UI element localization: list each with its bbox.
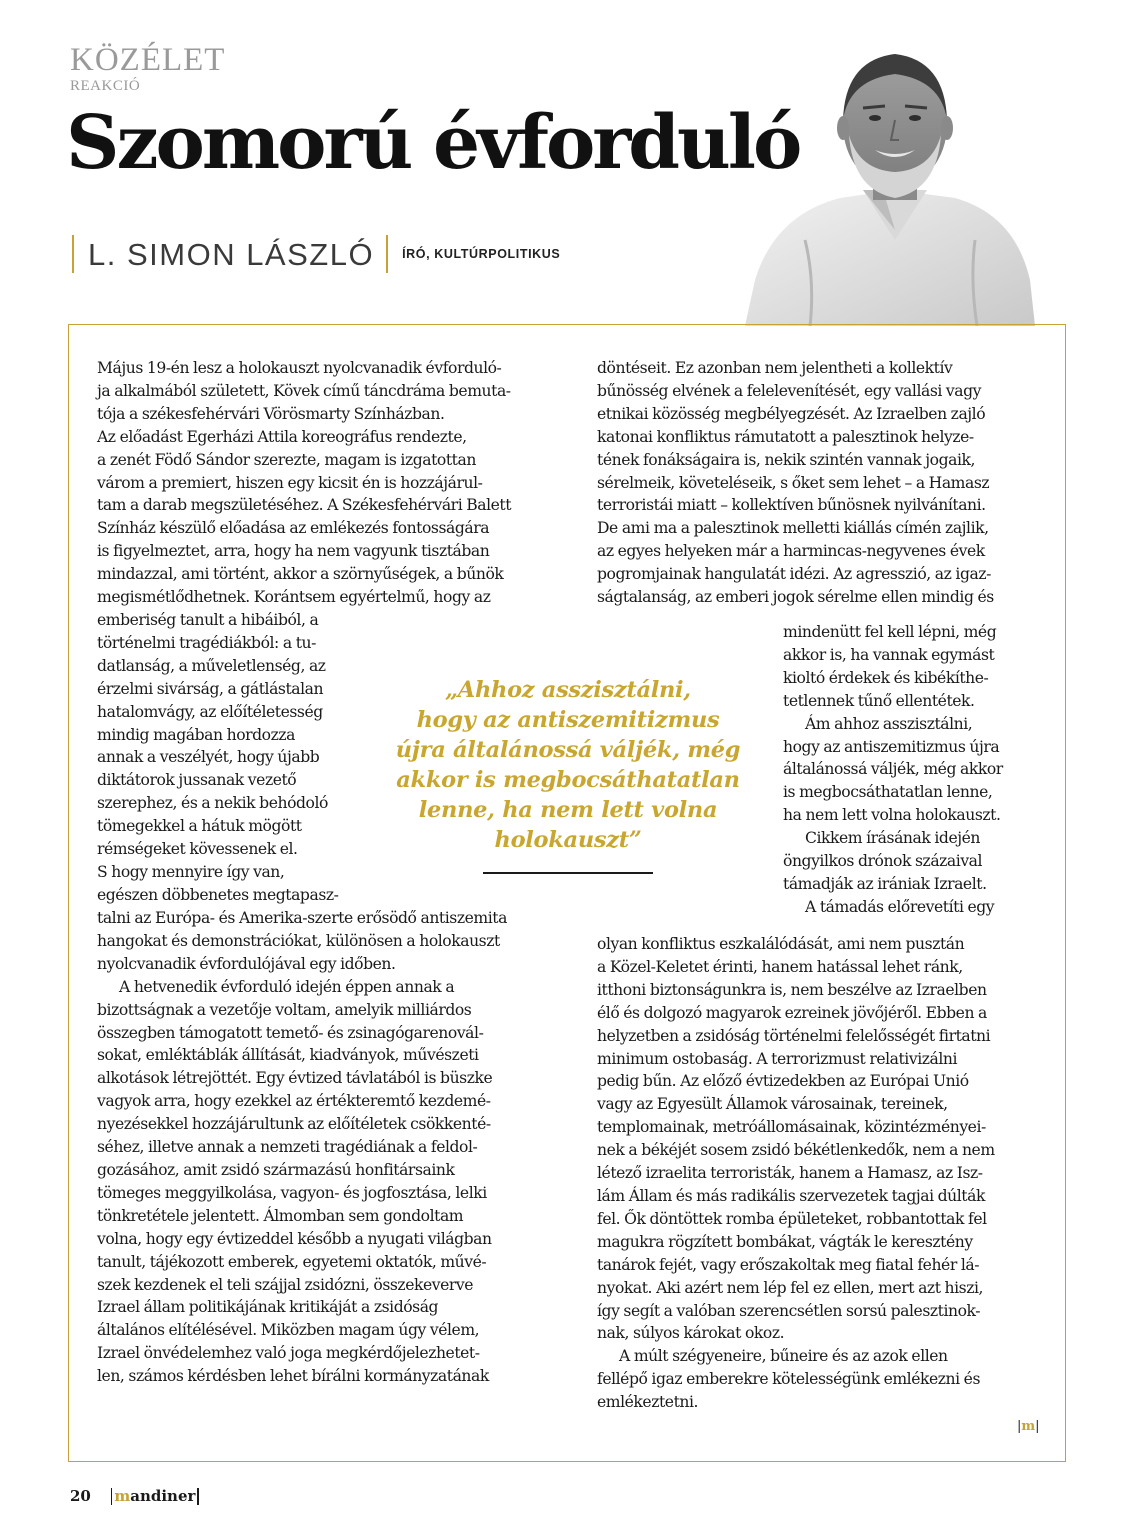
byline-bar-left xyxy=(72,235,74,273)
text-line: pogromjainak hangulatát idézi. Az agresszió, az igaz- xyxy=(597,565,991,584)
text-line: Az előadást Egerházi Attila koreográfus rendezte, xyxy=(97,427,467,446)
text-line: Színház készülő előadása az emlékezés fontosságára xyxy=(97,519,490,538)
text-line: A támadás előrevetíti egy xyxy=(805,897,995,916)
text-line: várom a premiert, hiszen egy kicsit én is hozzájárul- xyxy=(97,473,483,492)
text-line: fellépő igaz emberekre kötelességünk emlékezni és xyxy=(597,1370,981,1389)
text-line: datlanság, a műveletlenség, az xyxy=(97,656,326,675)
text-line: tam a darab megszületéséhez. A Székesfehérvári Balett xyxy=(97,496,512,515)
text-line: általános elítélésével. Miközben magam úgy vélem, xyxy=(97,1321,480,1340)
text-line: mindazzal, ami történt, akkor a szörnyűségek, a bűnök xyxy=(97,565,504,584)
page-number: 20 xyxy=(70,1487,91,1505)
byline xyxy=(72,234,560,274)
text-line: vagyok arra, hogy ezekkel az értékteremtő kezdemé- xyxy=(97,1092,491,1111)
pull-quote-line: holokauszt” xyxy=(494,827,642,853)
pull-quote-line: újra általánossá váljék, még xyxy=(395,737,741,763)
text-line: talni az Európa- és Amerika-szerte erősödő antiszemita xyxy=(97,909,507,927)
text-line: diktátorok jussanak vezető xyxy=(97,771,297,790)
text-line: tanárok fejét, vagy erőszakoltak meg fiatal fehér lá- xyxy=(597,1255,980,1274)
subsection-label: REAKCIÓ xyxy=(70,78,141,94)
text-line: ságtalanság, az emberi jogok sérelme ellen mindig és xyxy=(597,588,994,607)
text-line: emlékeztetni. xyxy=(597,1393,699,1412)
text-line: De ami ma a palesztinok melletti kiállás címén zajlik, xyxy=(597,519,989,538)
text-line: itthoni biztonságunkra is, nem beszélve az Izraelben xyxy=(597,980,987,999)
pull-quote-line: „Ahhoz asszisztálni, xyxy=(445,677,691,703)
text-line: tetlennek tűnő ellentétek. xyxy=(783,691,975,710)
text-line: rémségeket kövessenek el. xyxy=(97,840,298,859)
right-column-top xyxy=(597,357,994,609)
left-column-bottom xyxy=(97,907,507,1388)
text-line: annak a veszélyét, hogy újabb xyxy=(97,748,320,767)
text-line: templomainak, metróállomásainak, közintézményei- xyxy=(597,1118,986,1137)
text-line: a zenét Födő Sándor szerezte, magam is izgatottan xyxy=(97,450,476,469)
text-line: bizottságnak a vezetője voltam, amelyik milliárdos xyxy=(97,1000,472,1019)
text-line: általánossá váljék, még akkor xyxy=(783,760,1003,779)
text-line: hogy az antiszemitizmus újra xyxy=(783,737,1000,756)
text-line: nak, súlyos károkat okoz. xyxy=(597,1324,785,1343)
text-line: tönkretétele jelentett. Álmomban sem gondoltam xyxy=(97,1206,464,1225)
pull-quote xyxy=(378,675,758,855)
text-line: nyokat. Aki azért nem lép fel ez ellen, mert azt hiszi, xyxy=(597,1278,984,1297)
article-title: Szomorú évforduló xyxy=(66,100,800,186)
page-footer xyxy=(70,1487,201,1505)
right-column-bottom xyxy=(597,933,995,1414)
text-line: megismétlődhetnek. Korántsem egyértelmű, hogy az xyxy=(97,588,491,607)
text-line: összegben támogatott temető- és zsinagógarenovál- xyxy=(97,1023,484,1042)
byline-bar-right xyxy=(386,235,388,273)
text-line: tömegekkel a hátuk mögött xyxy=(97,817,302,836)
pull-quote-line: hogy az antiszemitizmus xyxy=(416,707,720,733)
text-line: támadják az irániak Izraelt. xyxy=(783,874,987,893)
pull-quote-line: akkor is megbocsáthatatlan xyxy=(396,767,740,793)
text-line: döntéseit. Ez azonban nem jelentheti a kollektív xyxy=(597,359,953,377)
text-line: szek kezdenek el teli szájjal zsidózni, összekeverve xyxy=(97,1275,474,1294)
text-line: len, számos kérdésben lehet bírálni kormányzatának xyxy=(97,1367,489,1386)
text-line: helyzetben a zsidóság történelmi felelősségét firtatni xyxy=(597,1026,991,1045)
author-portrait xyxy=(745,40,1035,326)
text-line: A hetvenedik évforduló idején éppen annak a xyxy=(119,977,455,996)
text-line: nyezésekkel hozzájárultunk az előítéletek csökkenté- xyxy=(97,1115,491,1134)
text-line: sokat, emléktáblák állítását, kiadványok, művészeti xyxy=(97,1046,479,1065)
text-line: élő és dolgozó magyarok ezreinek jövőjéről. Ebben a xyxy=(597,1003,987,1022)
text-line: öngyilkos drónok százaival xyxy=(783,852,983,871)
text-line: is megbocsáthatatlan lenne, xyxy=(783,783,993,802)
end-mark-letter: m xyxy=(1021,1419,1036,1434)
brand-bar-right xyxy=(197,1488,199,1505)
left-column-narrow xyxy=(97,609,338,907)
text-line: ha nem lett volna holokauszt. xyxy=(783,806,1001,825)
text-line: érzelmi sivárság, a gátlástalan xyxy=(97,679,324,698)
right-column-narrow xyxy=(783,621,1003,919)
text-line: így segít a valóban szerencsétlen sorsú palesztinok- xyxy=(597,1301,981,1320)
text-line: nek a békéjét sosem zsidó békétlenkedők, nem a nem xyxy=(597,1141,995,1160)
text-line: szerephez, és a nekik behódoló xyxy=(97,794,328,813)
text-line: kioltó érdekek és kibékíthe- xyxy=(783,668,989,687)
text-line: emberiség tanult a hibáiból, a xyxy=(97,611,319,629)
text-line: vagy az Egyesült Államok városainak, tereinek, xyxy=(597,1095,948,1114)
text-line: olyan konfliktus eszkalálódását, ami nem pusztán xyxy=(597,935,965,953)
text-line: sérelmeik, követeléseik, s őket sem lehet – a Hamasz xyxy=(597,473,990,492)
end-mark-bar: | xyxy=(1017,1419,1022,1434)
text-line: hatalomvágy, az előítéletesség xyxy=(97,702,323,721)
brand-logo xyxy=(109,1487,201,1505)
text-line: etnikai közösség megbélyegzését. Az Izraelben zajló xyxy=(597,404,986,423)
text-line: is figyelmeztet, arra, hogy ha nem vagyunk tisztában xyxy=(97,542,490,561)
text-line: lám Állam és más radikális szervezetek tagjai dúlták xyxy=(597,1186,985,1205)
text-line: Május 19-én lesz a holokauszt nyolcvanadik évforduló- xyxy=(97,359,502,377)
text-line: ja alkalmából született, Kövek című táncdráma bemuta- xyxy=(97,381,511,400)
brand-bar-left xyxy=(111,1488,113,1505)
text-line: tója a székesfehérvári Vörösmarty Színházban. xyxy=(97,404,445,423)
text-line: terroristái miatt – kollektíven bűnösnek nyilvánítani. xyxy=(597,496,986,515)
text-line: hangokat és demonstrációkat, különösen a holokauszt xyxy=(97,931,500,950)
author-role: ÍRÓ, KULTÚRPOLITIKUS xyxy=(402,247,561,261)
end-mark xyxy=(1017,1419,1040,1434)
text-line: fel. Ők döntöttek romba épületeket, robbantottak fel xyxy=(597,1209,987,1228)
text-line: nyolcvanadik évfordulójával egy időben. xyxy=(97,954,396,973)
text-line: mindig magában hordozza xyxy=(97,725,296,744)
text-line: minimum ostobaság. A terrorizmust relativizálni xyxy=(597,1049,958,1068)
text-line: Izrael állam politikájának kritikáját a zsidóság xyxy=(97,1298,439,1317)
pull-quote-divider xyxy=(483,872,653,874)
brand-initial: m xyxy=(114,1487,131,1505)
text-line: Ám ahhoz asszisztálni, xyxy=(805,714,973,733)
text-line: volna, hogy egy évtizeddel később a nyugati világban xyxy=(97,1229,492,1248)
section-label: KÖZÉLET xyxy=(70,42,226,78)
text-line: létező izraelita terroristák, hanem a Hamasz, az Isz- xyxy=(597,1164,983,1183)
text-line: mindenütt fel kell lépni, még xyxy=(783,623,997,641)
text-line: A múlt szégyeneire, bűneire és az azok ellen xyxy=(619,1347,948,1366)
text-line: tanult, tájékozott emberek, egyetemi oktatók, művé- xyxy=(97,1252,487,1271)
text-line: alkotások létrejöttét. Egy évtized távlatából is büszke xyxy=(97,1069,493,1088)
text-line: történelmi tragédiákból: a tu- xyxy=(97,633,316,652)
pull-quote-line: lenne, ha nem lett volna xyxy=(418,797,718,823)
text-line: egészen döbbenetes megtapasz- xyxy=(97,885,339,904)
text-line: séhez, illetve annak a nemzeti tragédiának a feldol- xyxy=(97,1138,478,1157)
left-column-top xyxy=(97,357,511,609)
text-line: Cikkem írásának idején xyxy=(805,829,980,848)
text-line: S hogy mennyire így van, xyxy=(97,862,285,881)
brand-name: andiner xyxy=(130,1487,196,1505)
text-line: bűnösség elvének a felelevenítését, egy vallási vagy xyxy=(597,381,982,400)
text-line: magukra rögzített bombákat, vágták le keresztény xyxy=(597,1232,973,1251)
text-line: tének fonákságaira is, nekik szintén vannak jogaik, xyxy=(597,450,975,469)
text-line: az egyes helyeken már a harmincas-negyvenes évek xyxy=(597,542,985,561)
author-name: L. SIMON LÁSZLÓ xyxy=(88,236,375,272)
text-line: katonai konfliktus rámutatott a palesztinok helyze- xyxy=(597,427,974,446)
text-line: tömeges meggyilkolása, vagyon- és jogfosztása, lelki xyxy=(97,1183,487,1202)
text-line: Izrael önvédelemhez való joga megkérdőjelezhetet- xyxy=(97,1344,480,1363)
end-mark-bar: | xyxy=(1035,1419,1040,1434)
text-line: akkor is, ha vannak egymást xyxy=(783,645,995,664)
text-line: gozásához, amit zsidó származású honfitársaink xyxy=(97,1160,455,1179)
text-line: pedig bűn. Az előző évtizedekben az Európai Unió xyxy=(597,1072,969,1091)
text-line: a Közel-Keletet érinti, hanem hatással lehet ránk, xyxy=(597,957,963,976)
